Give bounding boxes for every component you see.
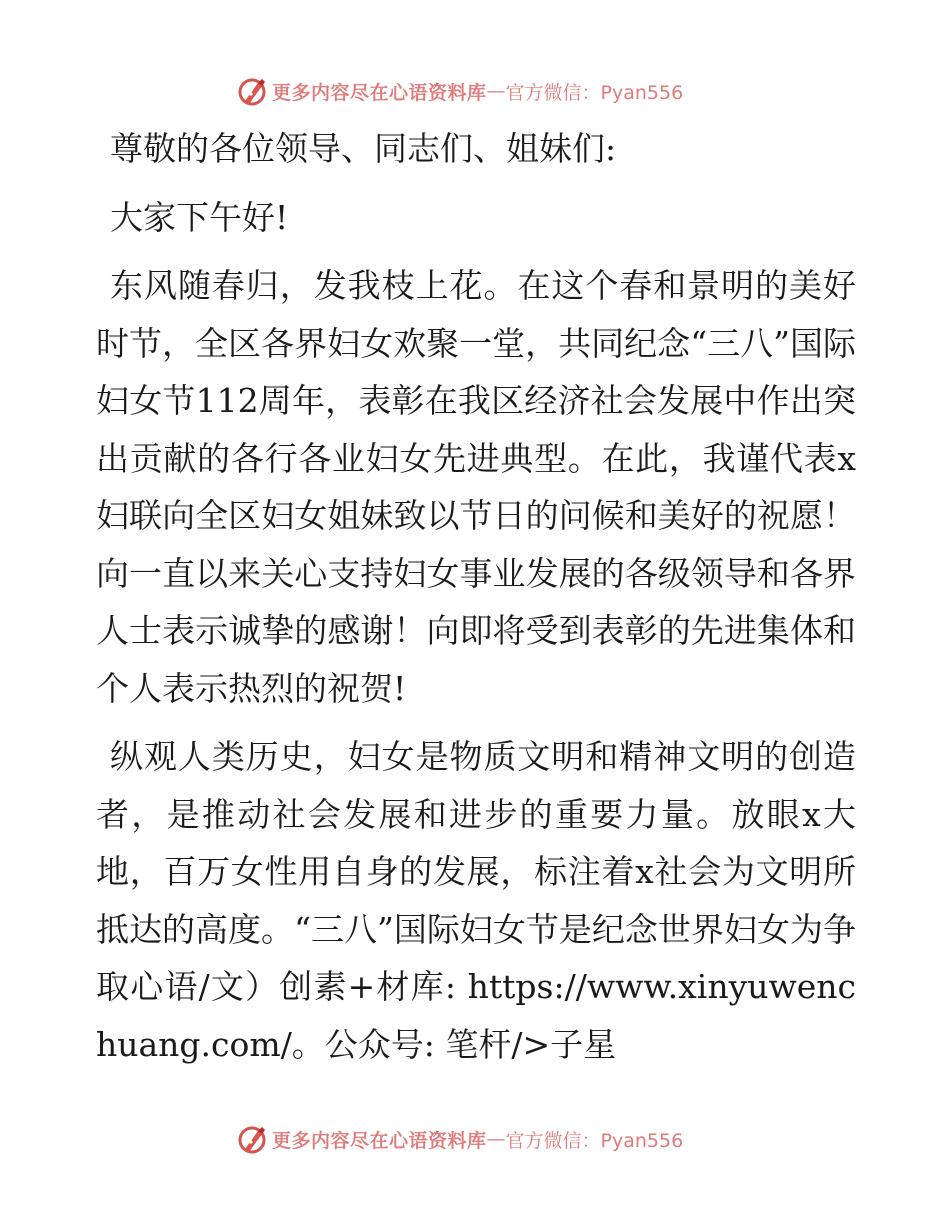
history-paragraph: 纵观人类历史，妇女是物质文明和精神文明的创造者，是推动社会发展和进步的重要力量。放眼x大地，百万女性用自身的发展，标注着x社会为文明所抵达的高度。“三八”国际妇女节是纪念世界妇女为争取心语/文）创素+材库: https://www.xinyuwenchuang.com/。公众号: 笔杆/>子星 [96,737,856,1064]
watermark-wechat-text: 官方微信：Pyan556 [505,1129,684,1152]
opening-paragraph: 东风随春归，发我枝上花。在这个春和景明的美好时节，全区各界妇女欢聚一堂，共同纪念“三八”国际妇女节112周年，表彰在我区经济社会发展中作出突出贡献的各行各业妇女先进典型。在此，我谨代表x妇联向全区妇女姐妹致以节日的问候和美好的祝愿！向一直以来关心支持妇女事业发展的各级领导和各界人士表示诚挚的感谢！向即将受到表彰的先进集体和个人表示热烈的祝贺! [96,266,856,708]
watermark-site-text: 更多内容尽在心语资料库 [272,81,487,104]
fountain-pen-logo-icon [236,1123,268,1155]
fountain-pen-logo-icon [236,75,268,107]
watermark-separator: — [486,1128,506,1150]
salutation-paragraph: 尊敬的各位领导、同志们、姐妹们: [110,129,617,168]
footer-watermark [236,1122,716,1156]
watermark-wechat-text: 官方微信：Pyan556 [505,81,684,104]
watermark-site-text: 更多内容尽在心语资料库 [272,1129,487,1152]
document-body [96,120,856,1084]
watermark-separator: — [486,80,506,102]
greeting-paragraph: 大家下午好! [110,197,289,237]
header-watermark [236,74,716,108]
